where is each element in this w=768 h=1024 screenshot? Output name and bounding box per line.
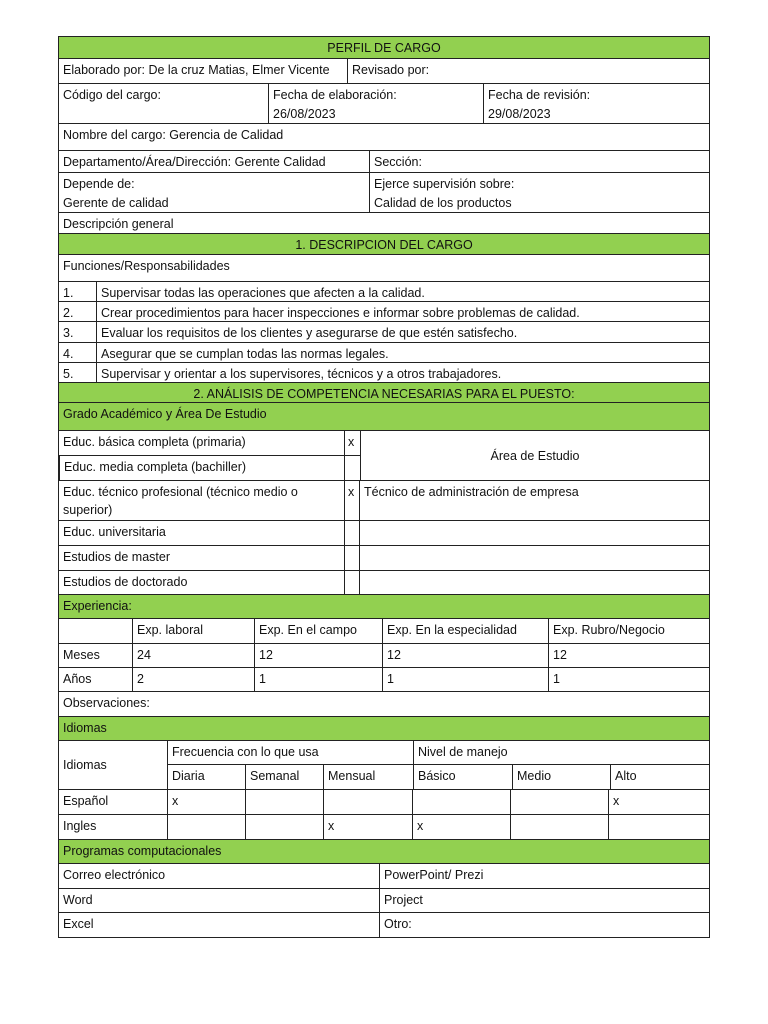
edu-mark [345,456,360,480]
edu-label: Educ. básica completa (primaria) [59,431,344,456]
edu-label: Educ. técnico profesional (técnico medio o superior) [63,485,298,517]
edu-area [359,546,709,570]
function-item: 5. Supervisar y orientar a los supervisores, técnicos y a otros trabajadores. [58,363,710,383]
education-row [58,571,710,595]
edu-area [359,521,709,545]
education-block [58,431,710,481]
title-row [58,36,710,59]
depende-de: Depende de: Gerente de calidad [63,177,169,210]
function-item: 2. Crear procedimientos para hacer inspecciones e informar sobre problemas de calidad. [58,302,710,322]
edu-label: Educ. universitaria [63,525,166,539]
observaciones: Observaciones: [63,696,150,710]
form-title: PERFIL DE CARGO [327,41,441,55]
function-item: 1. Supervisar todas las operaciones que afecten a la calidad. [58,282,710,302]
education-row [58,521,710,546]
education-row [58,481,710,521]
edu-label: Estudios de master [63,550,170,564]
edu-mark [344,546,359,570]
job-profile-form [58,36,710,938]
programas-title: Programas computacionales [63,844,222,858]
edu-mark [344,521,359,545]
language-row: Ingles x x [58,815,710,840]
fecha-elaboracion: Fecha de elaboración: 26/08/2023 [268,84,483,123]
ejerce-supervision: Ejerce supervisión sobre: Calidad de los productos [369,173,709,212]
program-row: Excel Otro: [58,913,710,938]
section2-title: 2. ANÁLISIS DE COMPETENCIA NECESARIAS PARA EL PUESTO: [193,387,575,401]
elaborado-por: Elaborado por: De la cruz Matias, Elmer Vicente [63,63,330,77]
grado-academico-title: Grado Académico y Área De Estudio [63,407,267,421]
revisado-por: Revisado por: [347,59,709,83]
frecuencia-label: Frecuencia con lo que usa [168,741,413,765]
experiencia-title: Experiencia: [63,599,132,613]
experience-row: Años 2 1 1 1 [58,668,710,692]
edu-mark: x [344,481,359,520]
edu-area [359,571,709,594]
seccion: Sección: [369,151,709,172]
funciones-title: Funciones/Responsabilidades [63,259,230,273]
languages-header: Idiomas Frecuencia con lo que usa Diaria Semanal Mensual Nivel de manejo Básico Medio Alto [58,741,710,790]
function-item: 3. Evaluar los requisitos de los clientes y asegurarse de que estén satisfecho. [58,322,710,343]
experience-row: Meses 24 12 12 12 [58,644,710,668]
experience-header-row: Exp. laboral Exp. En el campo Exp. En la especialidad Exp. Rubro/Negocio [58,619,710,644]
program-row: Correo electrónico PowerPoint/ Prezi [58,864,710,889]
edu-area: Técnico de administración de empresa [359,481,709,520]
function-item: 4. Asegurar que se cumplan todas las normas legales. [58,343,710,363]
codigo-cargo: Código del cargo: [63,88,161,102]
language-row: Español x x [58,790,710,815]
edu-mark [344,571,359,594]
fecha-revision: Fecha de revisión: 29/08/2023 [483,84,709,123]
nombre-cargo: Nombre del cargo: Gerencia de Calidad [63,128,284,142]
education-row [58,546,710,571]
departamento: Departamento/Área/Dirección: Gerente Calidad [63,155,326,169]
section1-title: 1. DESCRIPCION DEL CARGO [295,238,473,252]
descripcion-general: Descripción general [63,217,174,231]
edu-label: Estudios de doctorado [63,575,188,589]
program-row: Word Project [58,889,710,913]
edu-label: Educ. media completa (bachiller) [59,456,344,480]
idiomas-title: Idiomas [63,721,107,735]
nivel-label: Nivel de manejo [414,741,709,765]
edu-mark: x [345,431,360,456]
area-estudio-label: Área de Estudio [360,431,709,480]
